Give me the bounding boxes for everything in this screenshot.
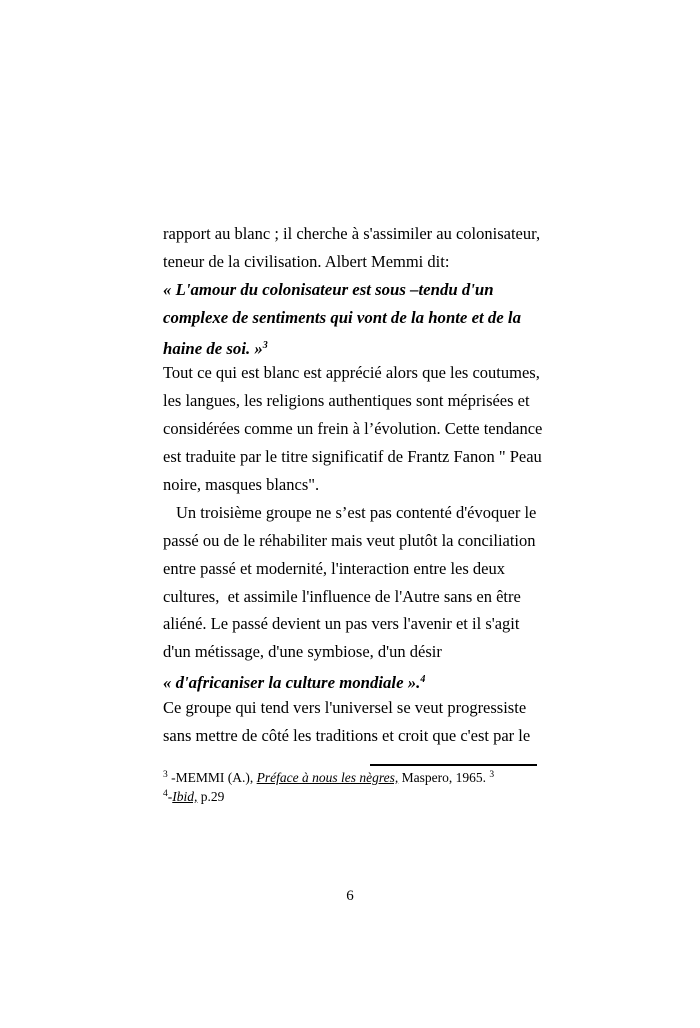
footnote-4-dash: -	[167, 789, 173, 804]
footnote-separator-rule	[370, 764, 537, 766]
body-line: cultures, et assimile l'influence de l'Autre sans en être	[163, 586, 521, 606]
footnote-4-work-title: Ibid,	[172, 789, 198, 804]
body-line: Ce groupe qui tend vers l'universel se veut progressiste	[163, 698, 527, 718]
footnote-ref-4: 4	[420, 674, 426, 686]
body-line: d'un métissage, d'une symbiose, d'un désir	[163, 642, 442, 662]
body-text	[163, 220, 543, 750]
body-line: les langues, les religions authentiques sont méprisées et	[163, 391, 530, 411]
footnotes-block	[163, 767, 494, 805]
quote-line	[163, 666, 543, 694]
body-line: est traduite par le titre significatif de Frantz Fanon " Peau	[163, 447, 542, 467]
footnote-3-number: 3	[163, 770, 168, 780]
page-number: 6	[346, 888, 354, 904]
quote-line: complexe de sentiments qui vont de la honte et de la	[163, 307, 521, 327]
footnote-4-page-ref: p.29	[197, 789, 225, 804]
body-line: teneur de la civilisation. Albert Memmi dit:	[163, 251, 450, 271]
footnote-ref-3: 3	[262, 339, 268, 351]
quote-line	[163, 332, 543, 360]
body-line: rapport au blanc ; il cherche à s'assimiler au colonisateur,	[163, 224, 541, 243]
footnote-3-work-title: Préface à nous les nègres,	[256, 770, 399, 785]
body-line: passé ou de le réhabiliter mais veut plutôt la conciliation	[163, 530, 536, 550]
footnote-4-number: 4	[163, 789, 168, 799]
body-line: sans mettre de côté les traditions et croit que c'est par le	[163, 726, 531, 746]
body-line-paragraph-start: Un troisième groupe ne s’est pas contenté d'évoquer le	[176, 502, 537, 522]
quote-line: « L'amour du colonisateur est sous –tendu d'un	[163, 279, 494, 299]
footnote-3-author: -MEMMI (A.),	[167, 770, 257, 785]
body-line: considérées comme un frein à l’évolution. Cette tendance	[163, 419, 543, 439]
quote-text: haine de soi. »	[163, 338, 263, 358]
quote-text: « d'africaniser la culture mondiale ».	[163, 673, 421, 693]
body-line: Tout ce qui est blanc est apprécié alors que les coutumes,	[163, 363, 540, 383]
body-line: aliéné. Le passé devient un pas vers l'avenir et il s'agit	[163, 614, 520, 634]
footnote-3-publisher: Maspero, 1965.	[398, 770, 490, 785]
footnote-3-trailing-number: 3	[489, 770, 495, 780]
footnote-3	[163, 767, 494, 786]
footnote-4	[163, 786, 494, 805]
body-line: entre passé et modernité, l'interaction entre les deux	[163, 558, 506, 578]
body-line: noire, masques blancs".	[163, 475, 320, 495]
